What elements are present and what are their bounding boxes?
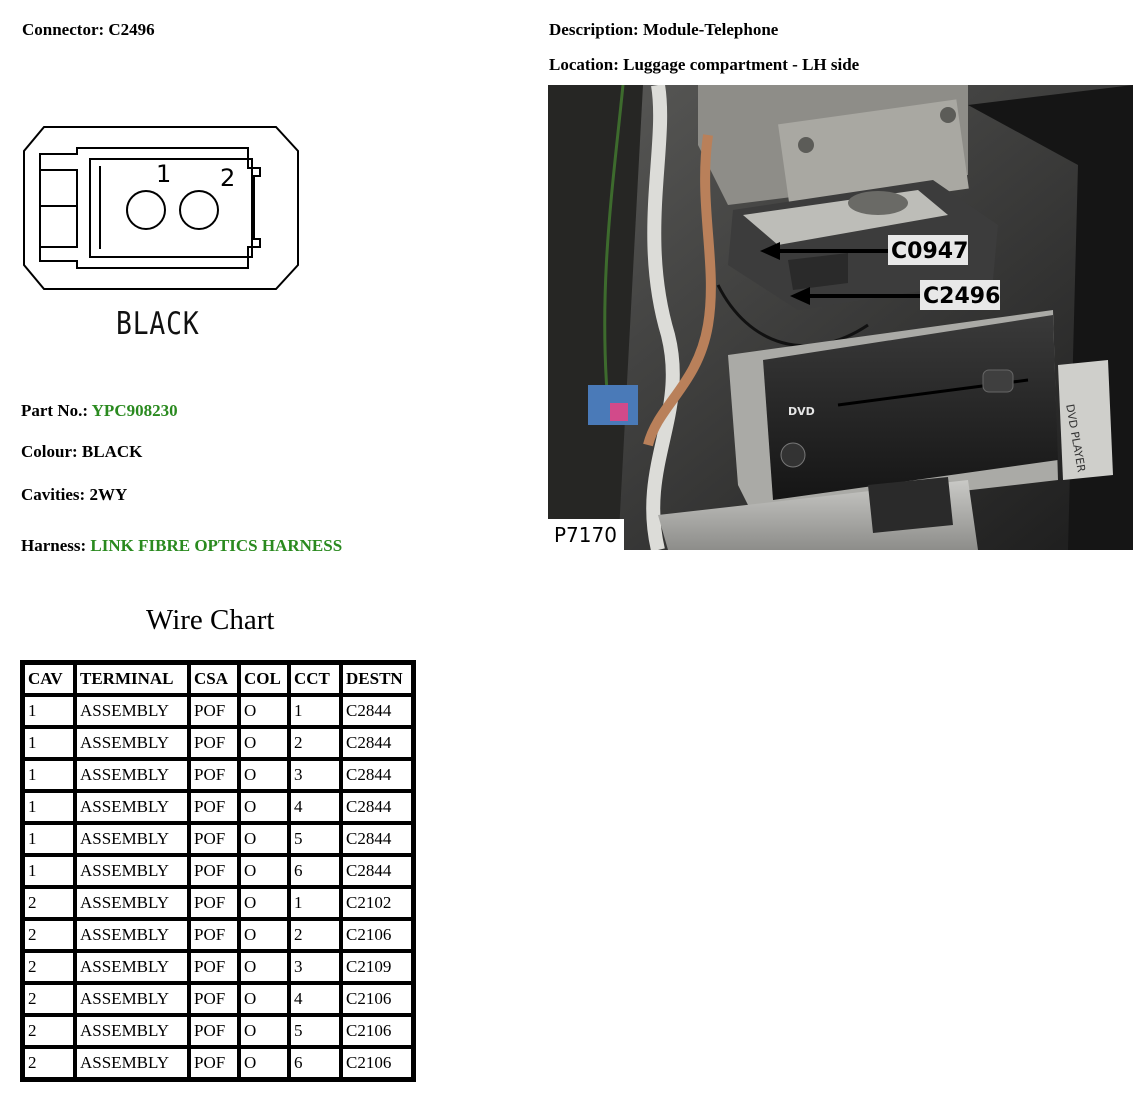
cell-cct: 3 (289, 759, 341, 791)
cell-col: O (239, 919, 289, 951)
cell-csa: POF (189, 1047, 239, 1079)
cell-destn: C2844 (341, 855, 413, 887)
table-row (23, 823, 413, 855)
cell-csa: POF (189, 887, 239, 919)
dvd-logo-text: DVD (788, 405, 815, 418)
cell-col: O (239, 951, 289, 983)
cell-csa: POF (189, 983, 239, 1015)
cell-destn: C2106 (341, 983, 413, 1015)
table-row (23, 919, 413, 951)
harness-label: Harness: (21, 536, 87, 555)
cell-csa: POF (189, 919, 239, 951)
column-header: CCT (289, 663, 341, 695)
cell-terminal: ASSEMBLY (75, 759, 189, 791)
cell-csa: POF (189, 759, 239, 791)
case-text: DVD PLAYER (1063, 403, 1088, 474)
harness-row (21, 536, 342, 556)
cell-terminal: ASSEMBLY (75, 951, 189, 983)
cell-destn: C2109 (341, 951, 413, 983)
cell-cct: 1 (289, 695, 341, 727)
cell-cct: 5 (289, 1015, 341, 1047)
cell-destn: C2106 (341, 919, 413, 951)
callout-c2496: C2496 (923, 284, 1001, 309)
cell-col: O (239, 983, 289, 1015)
cell-cct: 6 (289, 1047, 341, 1079)
cell-col: O (239, 823, 289, 855)
cavities-row (21, 485, 127, 505)
cell-destn: C2844 (341, 791, 413, 823)
cell-destn: C2106 (341, 1047, 413, 1079)
cell-cav: 1 (23, 695, 75, 727)
cell-cav: 2 (23, 1047, 75, 1079)
part-number-label: Part No.: (21, 401, 89, 420)
callout-c0947: C0947 (891, 239, 969, 264)
table-row (23, 727, 413, 759)
colour-row (21, 442, 142, 462)
table-row (23, 983, 413, 1015)
cell-terminal: ASSEMBLY (75, 823, 189, 855)
cell-cav: 2 (23, 951, 75, 983)
cell-cav: 2 (23, 919, 75, 951)
harness-value: LINK FIBRE OPTICS HARNESS (90, 536, 343, 555)
table-row (23, 887, 413, 919)
cell-col: O (239, 1047, 289, 1079)
wire-chart-title: Wire Chart (146, 604, 275, 636)
column-header: DESTN (341, 663, 413, 695)
column-header: CSA (189, 663, 239, 695)
cell-terminal: ASSEMBLY (75, 887, 189, 919)
cell-cav: 2 (23, 983, 75, 1015)
cell-terminal: ASSEMBLY (75, 695, 189, 727)
cell-cct: 2 (289, 727, 341, 759)
cell-terminal: ASSEMBLY (75, 919, 189, 951)
cell-cct: 3 (289, 951, 341, 983)
colour-value: BLACK (81, 442, 143, 461)
cell-col: O (239, 855, 289, 887)
pin-2-label: 2 (220, 164, 236, 192)
cell-csa: POF (189, 791, 239, 823)
cell-terminal: ASSEMBLY (75, 791, 189, 823)
connector-label: Connector: C2496 (22, 20, 155, 39)
cell-cav: 2 (23, 1015, 75, 1047)
cavities-value: 2WY (89, 485, 128, 504)
cell-csa: POF (189, 695, 239, 727)
cell-destn: C2844 (341, 695, 413, 727)
cell-cct: 2 (289, 919, 341, 951)
wire-chart-header-row (23, 663, 413, 695)
connector-colour-caption: BLACK (116, 306, 200, 342)
cell-cct: 5 (289, 823, 341, 855)
cell-cav: 1 (23, 823, 75, 855)
table-row (23, 951, 413, 983)
cell-csa: POF (189, 951, 239, 983)
part-number-value: YPC908230 (91, 401, 178, 420)
cell-csa: POF (189, 727, 239, 759)
location-label: Location: Luggage compartment - LH side (549, 55, 860, 74)
wire-chart-body (23, 695, 413, 1079)
table-row (23, 1047, 413, 1079)
cell-destn: C2844 (341, 759, 413, 791)
cell-csa: POF (189, 855, 239, 887)
part-number-row (21, 401, 178, 421)
table-row (23, 791, 413, 823)
cell-destn: C2844 (341, 727, 413, 759)
photo-id-label: P7170 (554, 523, 617, 547)
cell-cav: 1 (23, 855, 75, 887)
pin-1-label: 1 (156, 160, 172, 188)
cell-terminal: ASSEMBLY (75, 727, 189, 759)
cell-cav: 1 (23, 791, 75, 823)
table-row (23, 855, 413, 887)
cell-cct: 4 (289, 983, 341, 1015)
cell-col: O (239, 759, 289, 791)
connector-face-diagram (22, 124, 302, 292)
cell-col: O (239, 727, 289, 759)
cell-destn: C2106 (341, 1015, 413, 1047)
location-photo (548, 85, 1133, 550)
cell-cav: 1 (23, 727, 75, 759)
cell-col: O (239, 695, 289, 727)
column-header: CAV (23, 663, 75, 695)
cell-destn: C2844 (341, 823, 413, 855)
table-row (23, 695, 413, 727)
cell-terminal: ASSEMBLY (75, 855, 189, 887)
cell-col: O (239, 1015, 289, 1047)
cell-cct: 6 (289, 855, 341, 887)
cell-cct: 1 (289, 887, 341, 919)
cell-csa: POF (189, 1015, 239, 1047)
cell-destn: C2102 (341, 887, 413, 919)
cell-col: O (239, 887, 289, 919)
cell-csa: POF (189, 823, 239, 855)
column-header: TERMINAL (75, 663, 189, 695)
cell-terminal: ASSEMBLY (75, 983, 189, 1015)
cavities-label: Cavities: (21, 485, 86, 504)
table-row (23, 1015, 413, 1047)
cell-terminal: ASSEMBLY (75, 1015, 189, 1047)
cell-cav: 1 (23, 759, 75, 791)
photo-illustration (548, 85, 1133, 550)
colour-label: Colour: (21, 442, 78, 461)
table-row (23, 759, 413, 791)
cell-cav: 2 (23, 887, 75, 919)
wire-chart-table (20, 660, 416, 1082)
cell-terminal: ASSEMBLY (75, 1047, 189, 1079)
description-label: Description: Module-Telephone (549, 20, 779, 39)
column-header: COL (239, 663, 289, 695)
cell-cct: 4 (289, 791, 341, 823)
cell-col: O (239, 791, 289, 823)
